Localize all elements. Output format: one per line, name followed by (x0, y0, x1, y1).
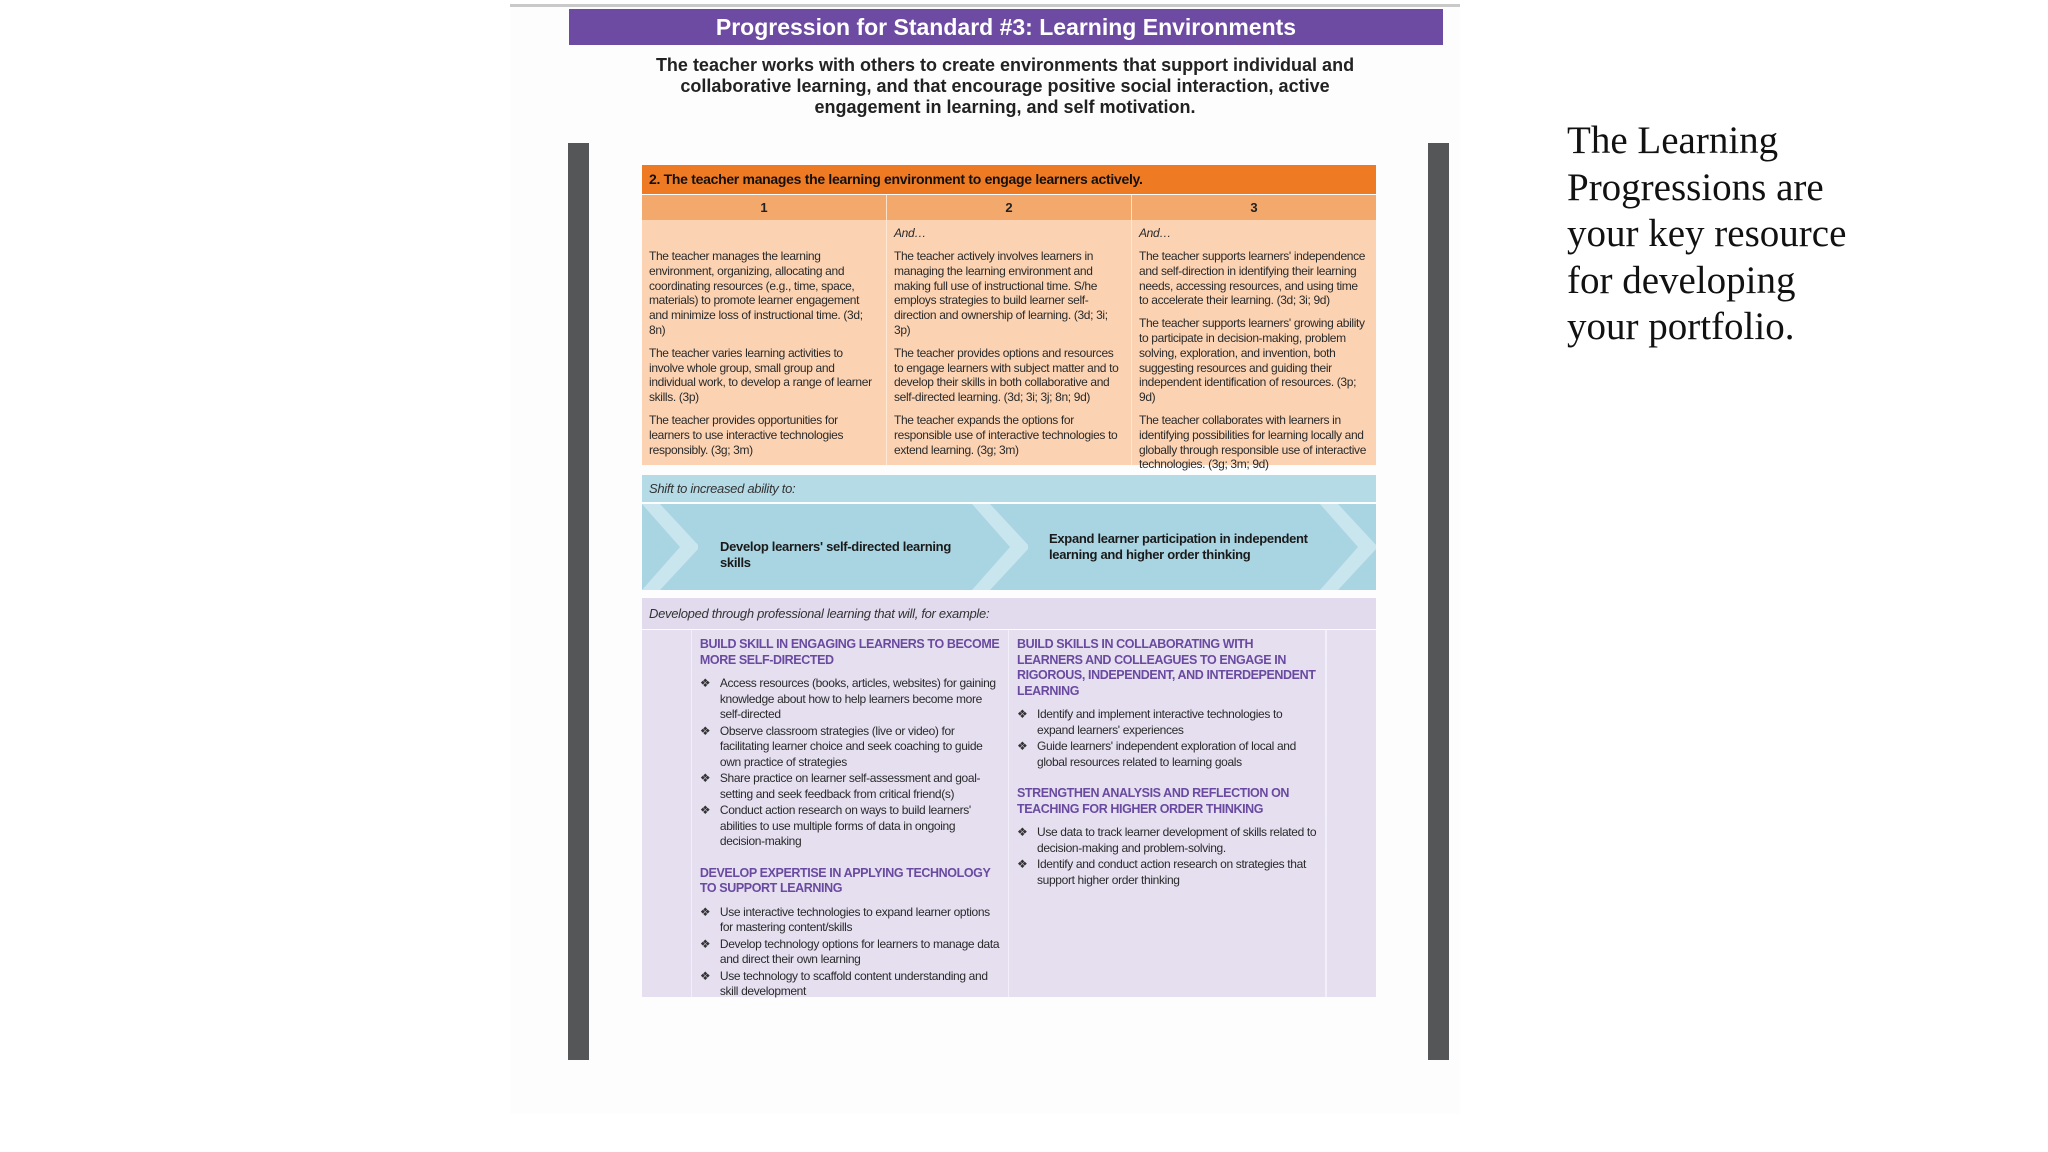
diamond-bullet-icon: ❖ (1017, 857, 1028, 871)
right-dark-bar (1428, 143, 1449, 1060)
grid-gutter (1326, 630, 1376, 997)
list-item (700, 905, 1000, 936)
level-header-1: 1 (642, 195, 887, 220)
list-item-text: Conduct action research on ways to build learners' abilities to use multiple forms of data in ongoing decision-making (719, 803, 971, 848)
bullet-list (1017, 707, 1317, 770)
list-item (700, 676, 1000, 723)
page-top-border (510, 4, 1460, 7)
progression-table (642, 165, 1376, 997)
diamond-bullet-icon: ❖ (699, 803, 711, 817)
and-label (649, 226, 879, 240)
level-item: The teacher manages the learning environment, organizing, allocating and coordinating resources (e.g., time, space, materials) to promote learner engagement and minimize loss of instructional time. (3d; 8n) (649, 249, 863, 337)
level-column-1 (642, 220, 887, 465)
indicator-heading: 2. The teacher manages the learning environment to engage learners actively. (642, 165, 1376, 194)
diamond-bullet-icon: ❖ (699, 771, 711, 785)
list-item (700, 969, 1000, 1000)
professional-learning-left (692, 630, 1009, 997)
level-item: The teacher provides options and resources to engage learners with subject matter and to develop their skills in both collaborative and self-directed learning. (3d; 3i; 3j; 8n; 9d) (894, 345, 1119, 405)
list-item-text: Identify and conduct action research on strategies that support higher order thinking (1037, 857, 1306, 887)
level-item: The teacher collaborates with learners in identifying possibilities for learning locally and globally through responsible use of interactive technologies. (3g; 3m; 9d) (1139, 412, 1367, 472)
list-item (700, 803, 1000, 850)
list-item-text: Use data to track learner development of skills related to decision-making and problem-solving. (1037, 825, 1317, 855)
diamond-bullet-icon: ❖ (699, 968, 711, 983)
diamond-bullet-icon: ❖ (1017, 825, 1028, 839)
professional-learning-grid (642, 630, 1376, 997)
list-item-text: Observe classroom strategies (live or video) for facilitating learner choice and seek coaching to guide own practice of strategies (719, 723, 983, 769)
list-item-text: Use interactive technologies to expand learner options for mastering content/skills (719, 904, 990, 934)
list-item (1017, 857, 1317, 888)
professional-learning-right (1009, 630, 1326, 997)
list-item-text: Guide learners' independent exploration of local and global resources related to learning goals (1037, 739, 1296, 769)
diamond-bullet-icon: ❖ (699, 676, 711, 690)
list-item (700, 937, 1000, 968)
embedded-document-page (510, 4, 1460, 1114)
section-title: STRENGTHEN ANALYSIS AND REFLECTION ON TEACHING FOR HIGHER ORDER THINKING (1017, 786, 1290, 816)
and-label: And… (1139, 226, 1171, 240)
bullet-list (700, 676, 1000, 850)
grid-gutter (642, 630, 692, 997)
diamond-bullet-icon: ❖ (699, 723, 711, 738)
level-header-3: 3 (1132, 195, 1376, 220)
list-item-text: Develop technology options for learners to manage data and direct their own learning (719, 936, 1000, 966)
list-item (700, 724, 1000, 771)
section-title: BUILD SKILLS IN COLLABORATING WITH LEARNERS AND COLLEAGUES TO ENGAGE IN RIGOROUS, INDEPENDENT, AND INTERDEPENDENT LEARNING (1017, 637, 1316, 698)
chevron-right-icon (1320, 504, 1376, 590)
shift-item: Develop learners' self-directed learning skills (720, 539, 951, 570)
level-columns (642, 220, 1376, 472)
list-item (700, 771, 1000, 802)
list-item-text: Share practice on learner self-assessment and goal-setting and seek feedback from critical friend(s) (719, 771, 981, 801)
list-item-text: Access resources (books, articles, websites) for gaining knowledge about how to help learners become more self-directed (719, 676, 996, 721)
shift-band (642, 504, 1376, 590)
diamond-bullet-icon: ❖ (699, 904, 711, 919)
chevron-right-icon (642, 504, 698, 590)
level-column-2 (887, 220, 1132, 465)
list-item (1017, 707, 1317, 738)
level-header-2: 2 (887, 195, 1132, 220)
section-title: DEVELOP EXPERTISE IN APPLYING TECHNOLOGY TO SUPPORT LEARNING (699, 865, 991, 895)
section-title: BUILD SKILL IN ENGAGING LEARNERS TO BECOME MORE SELF-DIRECTED (699, 637, 1000, 667)
bullet-list (700, 905, 1000, 1000)
chevron-right-icon (972, 504, 1028, 590)
diamond-bullet-icon: ❖ (1017, 707, 1028, 721)
diamond-bullet-icon: ❖ (1017, 739, 1028, 753)
level-item: The teacher provides opportunities for learners to use interactive technologies responsibly. (3g; 3m) (649, 412, 844, 457)
slide-note-text: The Learning Progressions are your key resource for developing your portfolio. (1567, 119, 1847, 348)
diamond-bullet-icon: ❖ (699, 936, 711, 951)
level-column-3 (1132, 220, 1376, 472)
standard-title: Progression for Standard #3: Learning Environments (569, 9, 1443, 45)
and-label: And… (894, 226, 926, 240)
level-item: The teacher varies learning activities to involve whole group, small group and individual work, to develop a range of learner skills. (3p) (649, 345, 872, 405)
level-item: The teacher actively involves learners in managing the learning environment and making full use of instructional time. S/he employs strategies to build learner self-direction and ownership of learning. (3d; 3i; 3p) (894, 249, 1108, 337)
developed-heading: Developed through professional learning that will, for example: (642, 598, 1376, 629)
list-item (1017, 739, 1317, 770)
left-dark-bar (568, 143, 589, 1060)
level-headers (642, 195, 1376, 220)
shift-item: Expand learner participation in independent learning and higher order thinking (1049, 531, 1308, 562)
level-item: The teacher supports learners' independence and self-direction in identifying their learning needs, accessing resources, and using time to accelerate their learning. (3d; 3i; 9d) (1139, 249, 1366, 308)
shift-heading: Shift to increased ability to: (642, 475, 1376, 502)
level-item: The teacher expands the options for responsible use of interactive technologies to extend learning. (3g; 3m) (894, 412, 1118, 457)
standard-description: The teacher works with others to create environments that support individual and collaborative learning, and that encourage positive social interaction, active engagement in learning, and self motivation. (655, 55, 1355, 117)
list-item-text: Identify and implement interactive technologies to expand learners' experiences (1037, 707, 1283, 737)
list-item-text: Use technology to scaffold content understanding and skill development (719, 968, 988, 998)
bullet-list (1017, 825, 1317, 888)
level-item: The teacher supports learners' growing ability to participate in decision-making, problem solving, exploration, and invention, both suggesting resources and guiding their independent identification of resources. (3p; 9d) (1139, 316, 1365, 405)
list-item (1017, 825, 1317, 856)
